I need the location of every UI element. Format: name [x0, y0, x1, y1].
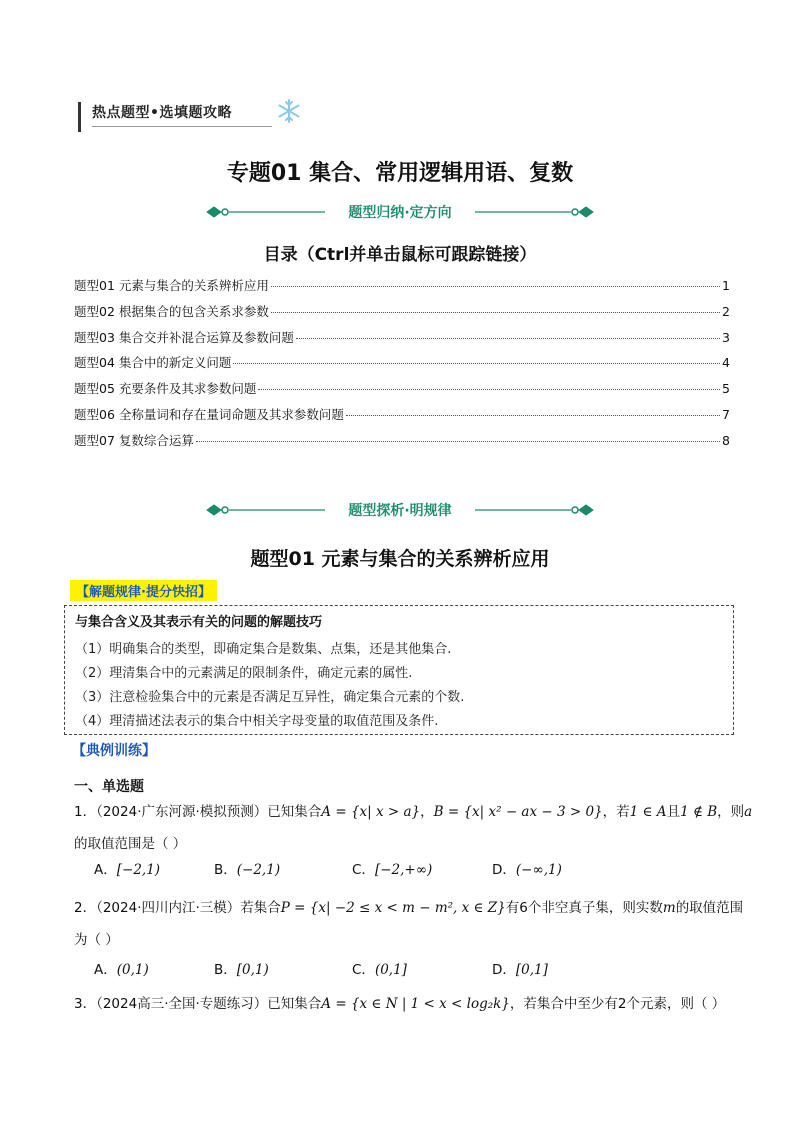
separator: ，	[420, 804, 434, 820]
toc-leader	[271, 286, 720, 287]
toc-page-number: 8	[722, 432, 730, 448]
banner-label: 热点题型•选填题攻略	[92, 105, 232, 121]
toc-item-text[interactable]: 题型02 根据集合的包含关系求参数	[74, 303, 269, 319]
question-number: 1．	[74, 804, 97, 820]
toc-item-text[interactable]: 题型04 集合中的新定义问题	[74, 355, 232, 371]
question-text: ，则	[717, 804, 745, 820]
option-value: [0,1]	[515, 962, 548, 978]
toc-page-number: 4	[722, 355, 730, 371]
option-label: B．	[214, 862, 237, 878]
tips-box	[64, 605, 734, 735]
question-2	[74, 896, 743, 916]
option-label: D．	[492, 962, 516, 978]
table-of-contents	[74, 276, 730, 457]
option-label: C．	[352, 962, 375, 978]
toc-leader	[271, 312, 720, 313]
banner-underline	[92, 126, 272, 127]
toc-item[interactable]	[74, 379, 730, 405]
toc-item-text[interactable]: 题型07 复数综合运算	[74, 432, 194, 448]
examples-tag: 【典例训练】	[72, 743, 156, 759]
toc-page-number: 7	[722, 406, 730, 422]
option-value: (0,1]	[374, 962, 407, 978]
option-d[interactable]	[492, 858, 562, 878]
tips-heading: 与集合含义及其表示有关的问题的解题技巧	[75, 615, 323, 630]
option-c[interactable]	[352, 858, 432, 878]
toc-item[interactable]	[74, 328, 730, 354]
question-1	[74, 800, 752, 820]
divider-label: 题型探析·明规律	[348, 503, 452, 519]
question-source: （2024高三·全国·专题练习）已知集合	[96, 996, 322, 1012]
toc-item-text[interactable]: 题型01 元素与集合的关系辨析应用	[74, 278, 269, 293]
page-title: 专题01 集合、常用逻辑用语、复数	[226, 161, 574, 186]
tips-item: （1）明确集合的类型，即确定集合是数集、点集，还是其他集合.	[75, 642, 452, 657]
toc-leader	[196, 441, 720, 442]
option-value: (−2,1)	[236, 862, 281, 878]
toc-item-text[interactable]: 题型06 全称量词和存在量词命题及其求参数问题	[74, 406, 344, 422]
option-label: C．	[352, 862, 375, 878]
option-a[interactable]	[94, 958, 149, 978]
question-source: （2024·广东河源·模拟预测）已知集合	[96, 804, 322, 820]
option-b[interactable]	[214, 958, 269, 978]
toc-page-number: 2	[722, 303, 730, 319]
toc-leader	[233, 363, 720, 364]
tips-tag: 【解题规律·提分快招】	[70, 580, 217, 601]
tips-item: （2）理清集合中的元素满足的限制条件，确定元素的属性.	[75, 666, 413, 681]
toc-item-text[interactable]: 题型05 充要条件及其求参数问题	[74, 381, 257, 397]
option-c[interactable]	[352, 958, 407, 978]
question-text: 且	[666, 804, 681, 820]
option-value: [0,1)	[236, 962, 269, 978]
variable: a	[744, 804, 753, 820]
set-a: A = {x ∈ N | 1 < x < log₂k}	[321, 996, 510, 1012]
question-text: 有6个非空真子集，则实数	[505, 900, 663, 916]
option-a[interactable]	[94, 858, 160, 878]
question-text: 的取值范围	[675, 900, 744, 916]
toc-item-text[interactable]: 题型03 集合交并补混合运算及参数问题	[74, 329, 294, 345]
toc-leader	[258, 389, 720, 390]
set-b: B = {x| x² − ax − 3 > 0}	[433, 804, 603, 820]
option-d[interactable]	[492, 958, 548, 978]
divider-label: 题型归纳·定方向	[348, 205, 452, 221]
toc-leader	[346, 415, 720, 416]
tips-item: （3）注意检验集合中的元素是否满足互异性，确定集合元素的个数.	[75, 690, 465, 705]
subsection-heading: 一、单选题	[74, 779, 144, 795]
option-value: (0,1)	[116, 962, 149, 978]
variable: m	[662, 900, 676, 916]
option-value: [−2,1)	[116, 862, 161, 878]
toc-item[interactable]	[74, 431, 730, 457]
section-title: 题型01 元素与集合的关系辨析应用	[250, 548, 550, 570]
option-label: A．	[94, 862, 117, 878]
tips-item: （4）理清描述法表示的集合中相关字母变量的取值范围及条件.	[75, 714, 439, 729]
condition-math: 1 ∉ B	[680, 804, 718, 820]
set-p: P = {x| −2 ≤ x < m − m², x ∈ Z}	[280, 900, 506, 916]
toc-item[interactable]	[74, 353, 730, 379]
toc-item[interactable]	[74, 276, 730, 302]
condition-math: 1 ∈ A	[629, 804, 667, 820]
toc-page-number: 1	[722, 278, 730, 293]
section-divider	[205, 201, 595, 223]
option-value: (−∞,1)	[515, 862, 562, 878]
option-label: A．	[94, 962, 117, 978]
option-label: D．	[492, 862, 516, 878]
toc-title: 目录（Ctrl并单击鼠标可跟踪链接）	[263, 245, 537, 265]
section-divider	[205, 499, 595, 521]
set-a: A = {x| x > a}	[321, 804, 421, 820]
toc-page-number: 5	[722, 381, 730, 397]
toc-leader	[296, 338, 720, 339]
question-source: （2024·四川内江·三模）若集合	[96, 900, 281, 916]
option-value: [−2,+∞)	[374, 862, 433, 878]
snowflake-icon	[276, 98, 302, 124]
toc-item[interactable]	[74, 302, 730, 328]
question-text: ，若	[602, 804, 630, 820]
question-number: 2．	[74, 900, 97, 916]
question-3	[74, 992, 725, 1012]
question-text: ，若集合中至少有2个元素，则（ ）	[509, 996, 726, 1012]
option-b[interactable]	[214, 858, 280, 878]
banner-bar	[78, 102, 81, 132]
toc-item[interactable]	[74, 405, 730, 431]
option-label: B．	[214, 962, 237, 978]
toc-page-number: 3	[722, 329, 730, 345]
question-number: 3．	[74, 996, 97, 1012]
question-2-line2: 为（ ）	[74, 932, 119, 948]
question-1-line2: 的取值范围是（ ）	[74, 836, 187, 852]
